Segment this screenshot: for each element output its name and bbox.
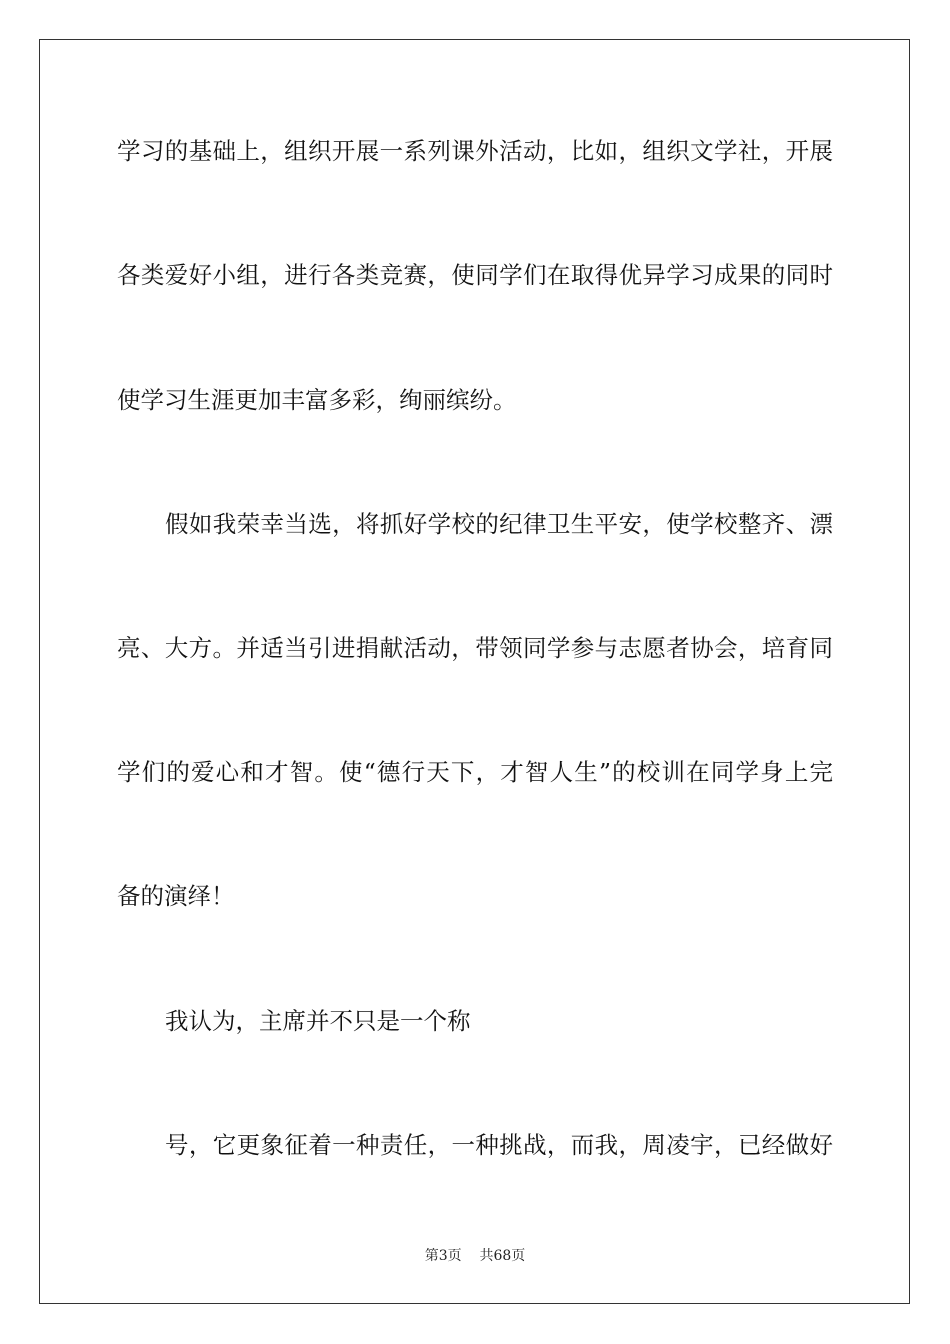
text-line-6: 学们的爱心和才智。使“德行天下，才智人生”的校训在同学身上完 [117,758,833,786]
text-line-7: 备的演绎！ [117,882,235,910]
text-line-1: 学习的基础上，组织开展一系列课外活动，比如，组织文学社，开展 [117,137,833,165]
text-line-9: 号，它更象征着一种责任，一种挑战，而我，周凌宇，已经做好 [165,1131,833,1159]
text-line-8: 我认为，主席并不只是一个称 [165,1007,471,1035]
page-border [39,39,910,1304]
text-line-3: 使学习生涯更加丰富多彩，绚丽缤纷。 [117,386,517,414]
page-number-footer: 第3页 共68页 [424,1248,526,1264]
text-line-2: 各类爱好小组，进行各类竞赛，使同学们在取得优异学习成果的同时 [117,261,833,289]
text-line-4: 假如我荣幸当选，将抓好学校的纪律卫生平安，使学校整齐、漂 [165,510,833,538]
text-line-5: 亮、大方。并适当引进捐献活动，带领同学参与志愿者协会，培育同 [117,634,833,662]
